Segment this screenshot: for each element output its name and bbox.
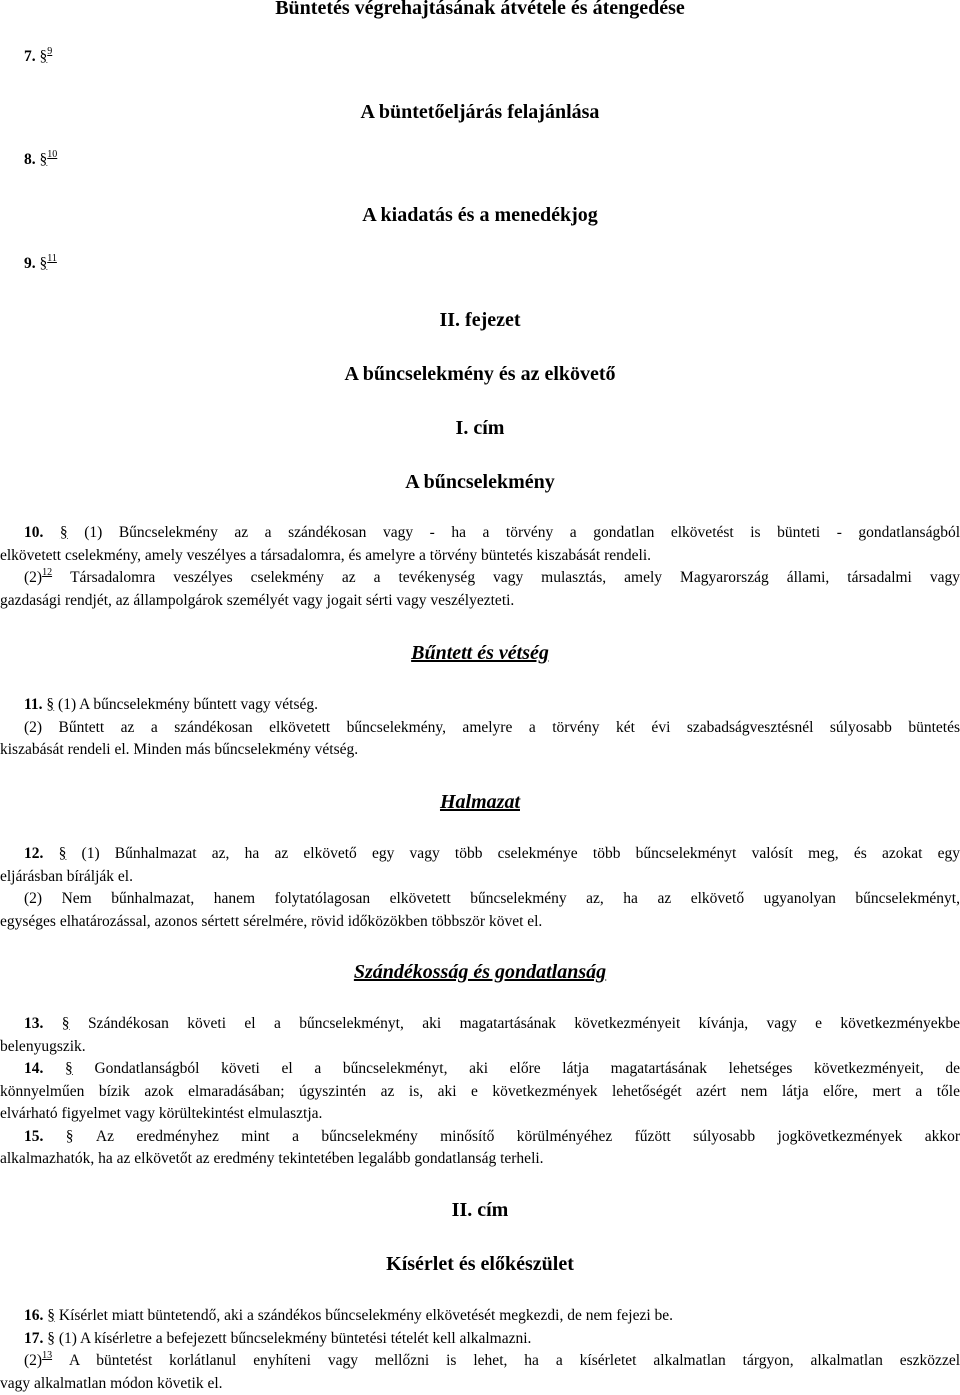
heading-buntetoeljaras: A büntetőeljárás felajánlása (0, 101, 960, 124)
section-number: 9. (24, 255, 36, 272)
section-8 (24, 151, 57, 169)
section-number: 16. (24, 1307, 43, 1324)
sections-13-15 (0, 1013, 960, 1171)
section-10-line-1 (0, 522, 960, 545)
section-sign: § (40, 48, 48, 66)
heading-kiadatas: A kiadatás és a menedékjog (0, 204, 960, 227)
paragraph-text: A büntetést korlátlanul enyhíteni vagy mellőzni is lehet, ha a kísérletet alkalmatlan tárgyon, alkalmatlan eszközzel (69, 1352, 960, 1369)
section-number: 17. (24, 1330, 43, 1347)
section-13-line-1 (0, 1013, 960, 1036)
section-14-line-1 (0, 1058, 960, 1081)
paragraph-number: (2) (24, 1352, 42, 1369)
title-name-1: A bűncselekmény (0, 471, 960, 494)
title-heading-2: II. cím (0, 1199, 960, 1222)
section-11-line-3: kiszabását rendeli el. Minden más bűncselekmény vétség. (0, 739, 960, 762)
paragraph-text: Kísérlet miatt büntetendő, aki a szándékos bűncselekmény elkövetését megkezdi, de nem fejezi be. (59, 1307, 673, 1324)
paragraph-text: (1) Bűncselekmény az a szándékosan vagy - ha a törvény a gondatlan elkövetést is bünteti - gondatlanságból (84, 524, 960, 541)
section-sign: § (62, 1013, 70, 1036)
section-10-line-3 (0, 567, 960, 590)
section-number: 14. (24, 1060, 43, 1077)
heading-buntett-vetseg: Bűntett és vétség (0, 642, 960, 665)
title-name-2: Kísérlet és előkészület (0, 1253, 960, 1276)
section-sign: § (59, 843, 67, 866)
section-12-line-4: egységes elhatározással, azonos sértett sérelmére, rövid időközökben többször követ el. (0, 911, 960, 934)
section-11-line-2: (2) Bűntett az a szándékosan elkövetett bűncselekmény, amelyre a törvény két évi szabadságvesztésnél súlyosabb büntetés (0, 717, 960, 740)
section-number: 8. (24, 151, 36, 168)
section-17-line-2 (0, 1350, 960, 1373)
section-12-line-3: (2) Nem bűnhalmazat, hanem folytatólagosan elkövetett bűncselekmény az, ha az elkövető ugyanolyan bűncselekményt, (0, 888, 960, 911)
section-10-line-4: gazdasági rendjét, az állampolgárok személyét vagy jogait sérti vagy veszélyezteti. (0, 590, 960, 613)
section-10-line-2: elkövetett cselekmény, amely veszélyes a társadalomra, és amelyre a törvény büntetés kiszabását rendeli. (0, 545, 960, 568)
chapter-title: A bűncselekmény és az elkövető (0, 363, 960, 386)
section-12 (0, 843, 960, 933)
section-sign: § (60, 522, 68, 545)
section-15-line-1 (0, 1126, 960, 1149)
section-sign: § (40, 151, 48, 169)
footnote-ref[interactable]: 9 (47, 46, 52, 57)
heading-szandekossag: Szándékosság és gondatlanság (0, 961, 960, 984)
section-number: 15. (24, 1128, 43, 1145)
paragraph-number: (2) (24, 569, 42, 586)
title-heading-1: I. cím (0, 417, 960, 440)
section-16-line-1 (0, 1305, 960, 1328)
section-sign: § (46, 694, 54, 717)
section-17-line-3: vagy alkalmatlan módon követik el. (0, 1373, 960, 1395)
section-12-line-2: eljárásban bírálják el. (0, 866, 960, 889)
paragraph-text: Gondatlanságból követi el a bűncselekményt, aki előre látja magatartásának lehetséges következményeit, de (94, 1060, 960, 1077)
footnote-ref[interactable]: 12 (42, 567, 52, 578)
paragraph-text: Társadalomra veszélyes cselekmény az a tevékenység vagy mulasztás, amely Magyarország állami, társadalmi vagy (70, 569, 960, 586)
section-sign: § (47, 1328, 55, 1351)
section-number: 7. (24, 48, 36, 65)
section-13-line-2: belenyugszik. (0, 1036, 960, 1059)
section-10 (0, 522, 960, 612)
section-number: 11. (24, 696, 43, 713)
section-15-line-2: alkalmazhatók, ha az elkövetőt az eredmény tekintetében legalább gondatlanság terheli. (0, 1148, 960, 1171)
section-7 (24, 48, 52, 66)
section-11-line-1 (0, 694, 960, 717)
paragraph-text: (1) A kísérletre a befejezett bűncselekmény büntetési tételét kell alkalmazni. (59, 1330, 532, 1347)
paragraph-text: (1) Bűnhalmazat az, ha az elkövető egy vagy több cselekménye több bűncselekményt valósít meg, és azokat egy (82, 845, 960, 862)
section-sign: § (65, 1058, 73, 1081)
section-sign: § (40, 255, 48, 273)
sections-16-17 (0, 1305, 960, 1395)
paragraph-text: (1) A bűncselekmény bűntett vagy vétség. (58, 696, 318, 713)
section-number: 13. (24, 1015, 43, 1032)
heading-buntetes-vegrehajtas: Büntetés végrehajtásának átvétele és átengedése (0, 0, 960, 20)
section-11 (0, 694, 960, 762)
section-sign: § (47, 1305, 55, 1328)
section-number: 10. (24, 524, 43, 541)
paragraph-text: Szándékosan követi el a bűncselekményt, aki magatartásának következményeit kívánja, vagy e következményekbe (88, 1015, 960, 1032)
section-17-line-1 (0, 1328, 960, 1351)
footnote-ref[interactable]: 13 (42, 1350, 52, 1361)
footnote-ref[interactable]: 10 (47, 149, 57, 160)
section-12-line-1 (0, 843, 960, 866)
paragraph-text: Az eredményhez mint a bűncselekmény minősítő körülményéhez fűzött súlyosabb jogkövetkezmények akkor (96, 1128, 960, 1145)
heading-halmazat: Halmazat (0, 791, 960, 814)
chapter-heading: II. fejezet (0, 309, 960, 332)
section-sign: § (66, 1126, 74, 1149)
section-number: 12. (24, 845, 43, 862)
section-14-line-2: könnyelműen bízik azok elmaradásában; úgyszintén az is, aki e következmények lehetőségét azért nem látja előre, mert a tőle (0, 1081, 960, 1104)
footnote-ref[interactable]: 11 (47, 253, 57, 264)
section-9 (24, 255, 57, 273)
section-14-line-3: elvárható figyelmet vagy körültekintést elmulasztja. (0, 1103, 960, 1126)
